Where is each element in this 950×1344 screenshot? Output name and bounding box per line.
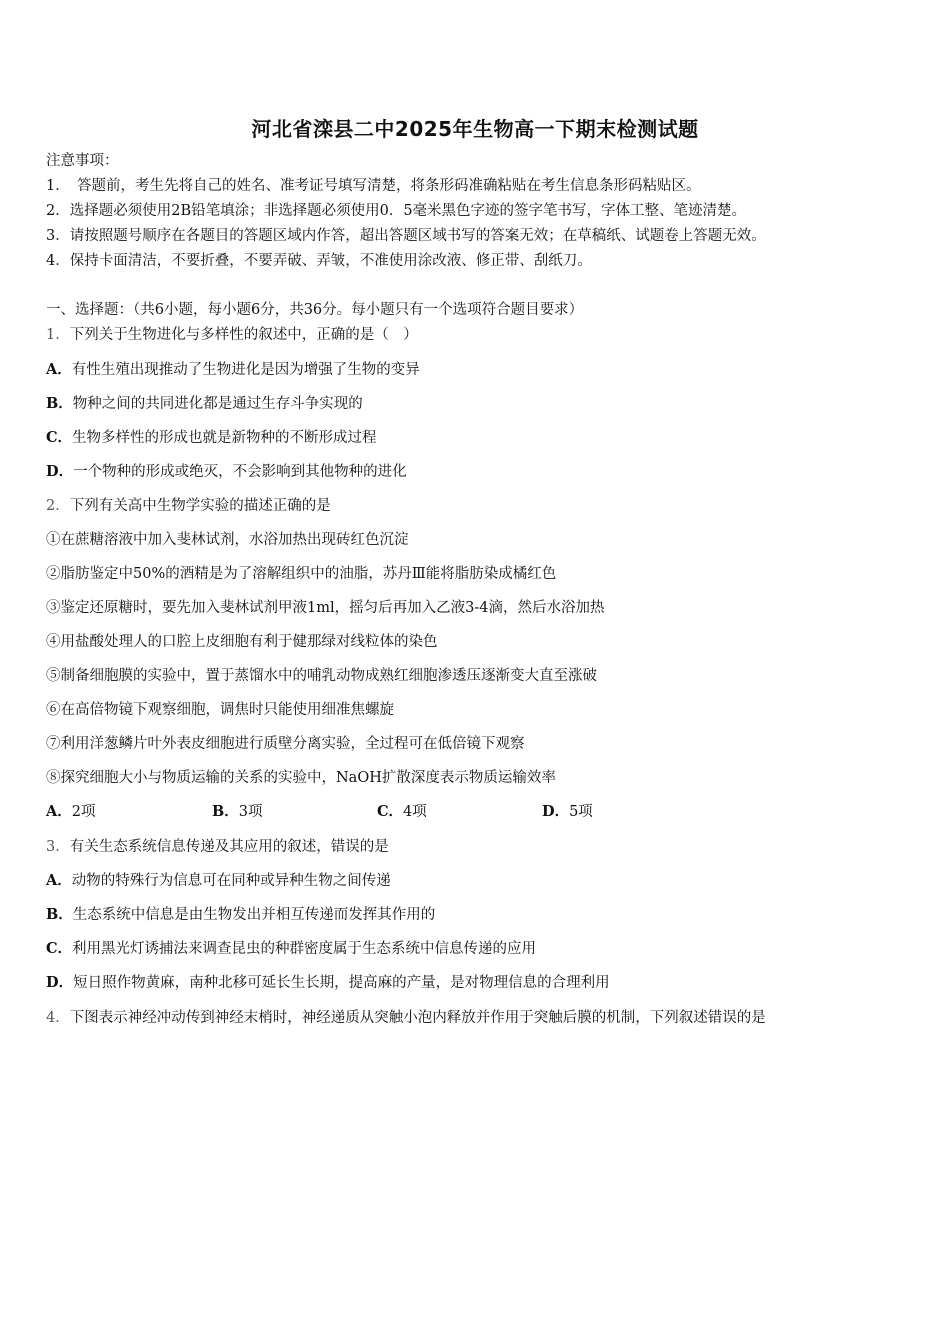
choice-d: [542, 802, 593, 822]
notice-item: 2．选择题必须使用2B铅笔填涂；非选择题必须使用0．5毫米黑色字迹的签字笔书写，字体工整、笔迹清楚。: [46, 203, 747, 219]
option-letter: A．: [46, 872, 72, 889]
question-number: 1．: [46, 327, 70, 343]
option-letter: C．: [46, 429, 73, 446]
option-letter: C．: [46, 940, 73, 957]
question-stem: 有关生态系统信息传递及其应用的叙述，错误的是: [69, 839, 389, 855]
question-1: [46, 325, 418, 345]
choice-text: 3项: [238, 804, 263, 820]
option-letter: B．: [46, 906, 73, 923]
choice-text: 5项: [569, 804, 593, 820]
option-letter: B．: [46, 395, 73, 412]
statement: ③鉴定还原糖时，要先加入斐林试剂甲液1ml，摇匀后再加入乙液3-4滴，然后水浴加热: [46, 600, 605, 616]
notice-item: 4．保持卡面清洁，不要折叠，不要弄破、弄皱，不准使用涂改液、修正带、刮纸刀。: [46, 253, 592, 269]
page-title: 河北省滦县二中2025年生物高一下期末检测试题: [251, 117, 699, 141]
question-number: 3．: [46, 839, 70, 855]
notice-item: 1． 答题前，考生先将自己的姓名、准考证号填写清楚，将条形码准确粘贴在考生信息条形码粘贴区。: [46, 178, 701, 194]
option-c: [46, 428, 377, 448]
statement: ①在蔗糖溶液中加入斐林试剂，水浴加热出现砖红色沉淀: [46, 532, 409, 548]
option-text: 物种之间的共同进化都是通过生存斗争实现的: [72, 396, 363, 412]
option-text: 利用黑光灯诱捕法来调查昆虫的种群密度属于生态系统中信息传递的应用: [72, 941, 537, 957]
option-text: 动物的特殊行为信息可在同种或异种生物之间传递: [71, 873, 391, 889]
option-b: [46, 394, 363, 414]
choice-letter: A．: [46, 803, 72, 820]
question-stem: 下图表示神经冲动传到神经末梢时，神经递质从突触小泡内释放并作用于突触后膜的机制，下列叙述错误的是: [69, 1010, 766, 1026]
option-text: 生物多样性的形成也就是新物种的不断形成过程: [72, 430, 377, 446]
statement: ⑤制备细胞膜的实验中，置于蒸馏水中的哺乳动物成熟红细胞渗透压逐渐变大直至涨破: [46, 668, 597, 684]
choice-letter: C．: [377, 803, 404, 820]
statement: ⑥在高倍物镜下观察细胞，调焦时只能使用细准焦螺旋: [46, 702, 394, 718]
statement: ⑧探究细胞大小与物质运输的关系的实验中，NaOH扩散深度表示物质运输效率: [46, 770, 556, 786]
option-a: [46, 360, 420, 380]
statement: ⑦利用洋葱鳞片叶外表皮细胞进行质壁分离实验，全过程可在低倍镜下观察: [46, 736, 525, 752]
choice-row: [46, 802, 906, 822]
choice-c: [377, 802, 427, 822]
choice-text: 4项: [403, 804, 427, 820]
option-a: [46, 871, 391, 891]
option-text: 一个物种的形成或绝灭，不会影响到其他物种的进化: [73, 464, 407, 480]
question-stem: 下列关于生物进化与多样性的叙述中，正确的是（ ）: [69, 327, 418, 343]
option-letter: A．: [46, 361, 72, 378]
choice-b: [212, 802, 263, 822]
statement: ④用盐酸处理人的口腔上皮细胞有利于健那绿对线粒体的染色: [46, 634, 438, 650]
question-4: [46, 1008, 766, 1028]
notice-heading: 注意事项：: [46, 153, 119, 169]
question-number: 2．: [46, 498, 70, 514]
question-stem: 下列有关高中生物学实验的描述正确的是: [69, 498, 331, 514]
option-text: 有性生殖出现推动了生物进化是因为增强了生物的变异: [71, 362, 420, 378]
choice-a: [46, 802, 96, 822]
statement: ②脂肪鉴定中50%的酒精是为了溶解组织中的油脂，苏丹Ⅲ能将脂肪染成橘红色: [46, 566, 557, 582]
section-heading: 一、选择题：（共6小题，每小题6分，共36分。每小题只有一个选项符合题目要求）: [46, 302, 584, 318]
option-d: [46, 973, 610, 993]
choice-text: 2项: [71, 804, 96, 820]
notice-item: 3．请按照题号顺序在各题目的答题区域内作答，超出答题区域书写的答案无效；在草稿纸、试题卷上答题无效。: [46, 228, 766, 244]
option-letter: D．: [46, 463, 74, 480]
option-c: [46, 939, 536, 959]
question-3: [46, 837, 389, 857]
choice-letter: D．: [542, 803, 570, 820]
option-d: [46, 462, 407, 482]
option-b: [46, 905, 435, 925]
question-number: 4．: [46, 1010, 70, 1026]
question-2: [46, 496, 331, 516]
choice-letter: B．: [212, 803, 239, 820]
option-letter: D．: [46, 974, 74, 991]
option-text: 生态系统中信息是由生物发出并相互传递而发挥其作用的: [72, 907, 436, 923]
option-text: 短日照作物黄麻，南种北移可延长生长期，提高麻的产量，是对物理信息的合理利用: [73, 975, 610, 991]
